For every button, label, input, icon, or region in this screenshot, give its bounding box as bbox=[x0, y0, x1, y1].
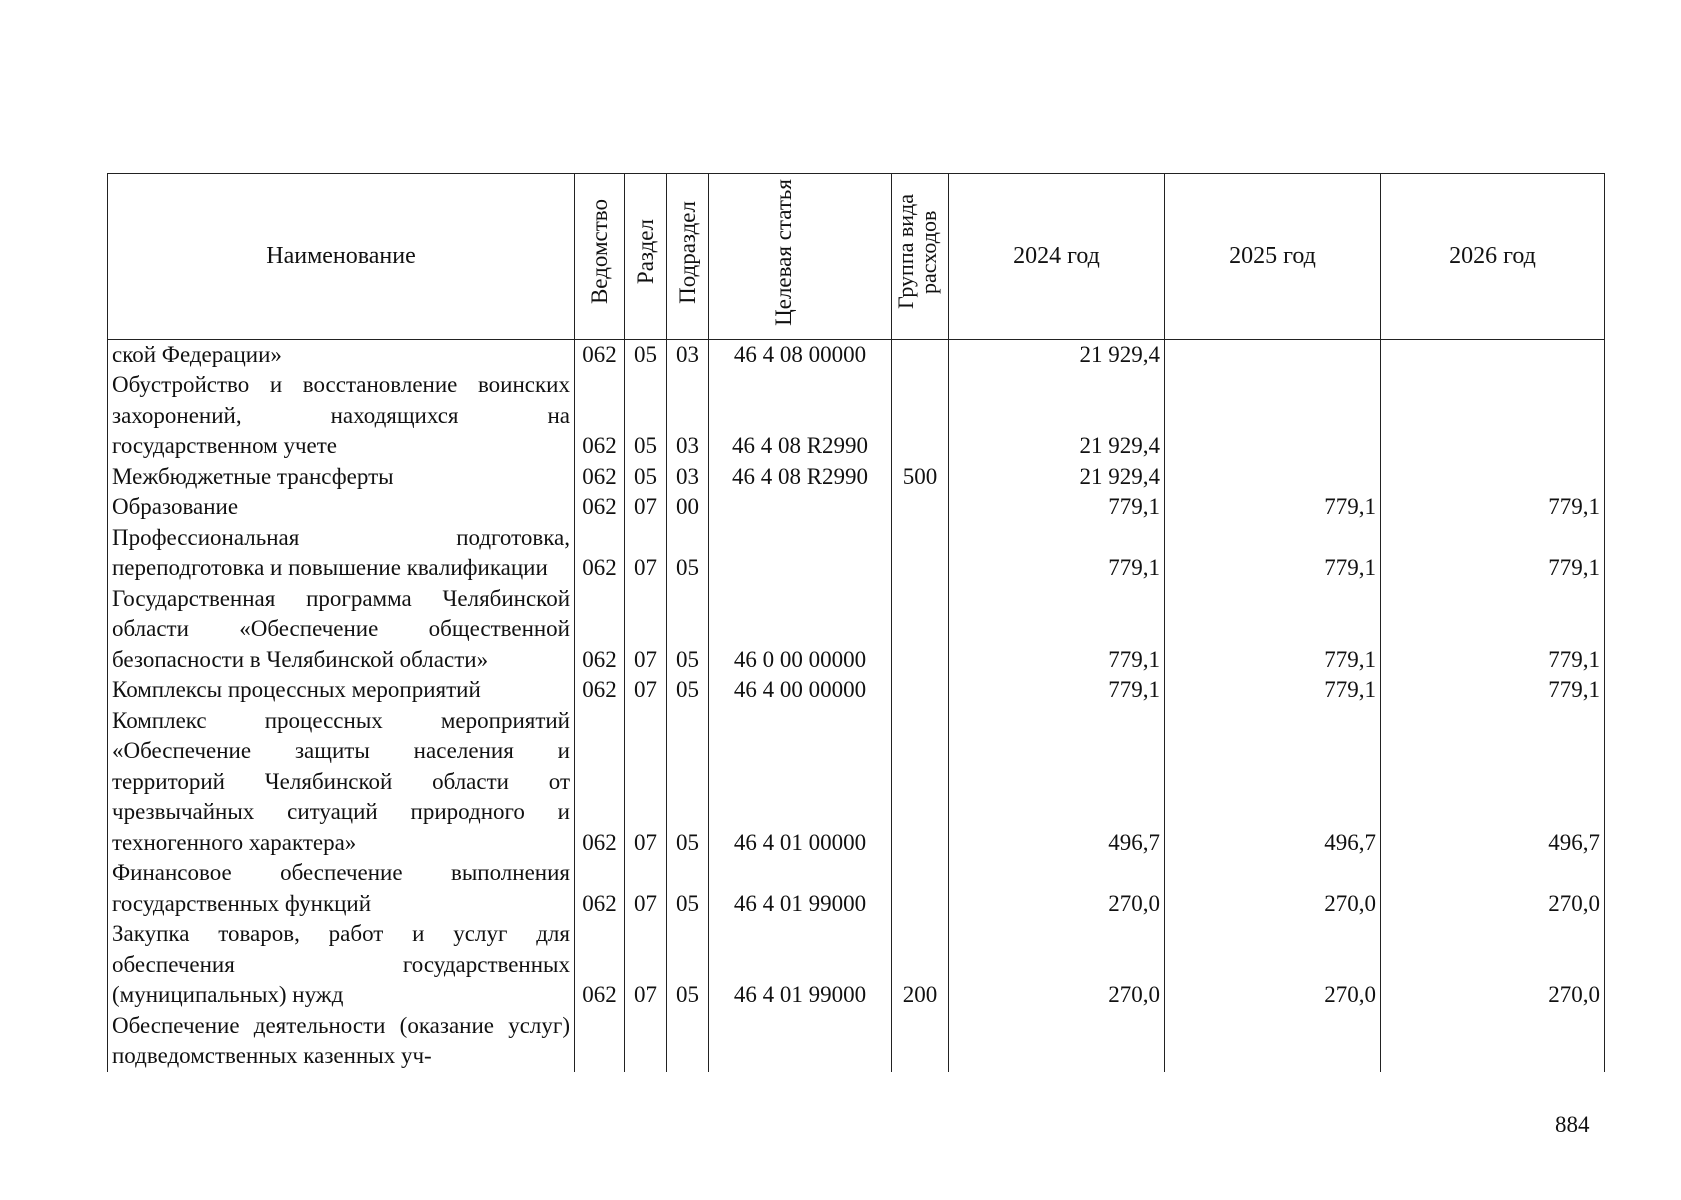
cell-subsection: 05 bbox=[667, 706, 709, 859]
header-expense-group: Группа вида расходов bbox=[892, 174, 949, 340]
cell-section: 07 bbox=[625, 706, 667, 859]
table-row bbox=[108, 370, 1605, 462]
cell-section bbox=[625, 1011, 667, 1072]
cell-section: 07 bbox=[625, 584, 667, 676]
cell-year-2025: 270,0 bbox=[1165, 858, 1381, 919]
cell-department: 062 bbox=[575, 919, 625, 1011]
cell-subsection bbox=[667, 1011, 709, 1072]
table-row bbox=[108, 492, 1605, 523]
cell-name: Комплексы процессных мероприятий bbox=[108, 675, 575, 706]
cell-year-2025: 779,1 bbox=[1165, 523, 1381, 584]
cell-section: 05 bbox=[625, 462, 667, 493]
cell-year-2025: 779,1 bbox=[1165, 675, 1381, 706]
cell-expense-group: 500 bbox=[892, 462, 949, 493]
cell-subsection: 00 bbox=[667, 492, 709, 523]
table-row bbox=[108, 919, 1605, 1011]
cell-section: 07 bbox=[625, 492, 667, 523]
table-header-row bbox=[108, 174, 1605, 340]
cell-target-article: 46 4 08 R2990 bbox=[709, 462, 892, 493]
cell-expense-group bbox=[892, 675, 949, 706]
cell-department: 062 bbox=[575, 675, 625, 706]
cell-year-2024: 779,1 bbox=[949, 584, 1165, 676]
cell-target-article: 46 0 00 00000 bbox=[709, 584, 892, 676]
cell-department: 062 bbox=[575, 462, 625, 493]
cell-year-2026 bbox=[1381, 1011, 1605, 1072]
cell-subsection: 05 bbox=[667, 858, 709, 919]
table-row bbox=[108, 858, 1605, 919]
table-row bbox=[108, 675, 1605, 706]
table-row bbox=[108, 706, 1605, 859]
cell-year-2024: 21 929,4 bbox=[949, 339, 1165, 370]
budget-table-wrapper bbox=[107, 173, 1604, 1072]
table-row bbox=[108, 523, 1605, 584]
cell-year-2026 bbox=[1381, 370, 1605, 462]
cell-target-article: 46 4 01 99000 bbox=[709, 858, 892, 919]
cell-section: 07 bbox=[625, 675, 667, 706]
cell-name: Обустройство и восстановление воинских захоронений, находящихся на государственном учете bbox=[108, 370, 575, 462]
cell-name: Закупка товаров, работ и услуг для обеспечения государственных (муниципальных) нужд bbox=[108, 919, 575, 1011]
cell-year-2025 bbox=[1165, 1011, 1381, 1072]
cell-expense-group bbox=[892, 339, 949, 370]
cell-year-2026 bbox=[1381, 462, 1605, 493]
cell-year-2024: 779,1 bbox=[949, 492, 1165, 523]
cell-year-2024: 270,0 bbox=[949, 858, 1165, 919]
header-name: Наименование bbox=[108, 174, 575, 340]
cell-expense-group bbox=[892, 584, 949, 676]
cell-name: Государственная программа Челябинской области «Обеспечение общественной безопасности в Челябинской области» bbox=[108, 584, 575, 676]
table-row bbox=[108, 584, 1605, 676]
cell-year-2026: 779,1 bbox=[1381, 523, 1605, 584]
cell-year-2025 bbox=[1165, 462, 1381, 493]
header-year-2025: 2025 год bbox=[1165, 174, 1381, 340]
cell-year-2024: 496,7 bbox=[949, 706, 1165, 859]
cell-expense-group bbox=[892, 370, 949, 462]
cell-subsection: 03 bbox=[667, 370, 709, 462]
budget-table bbox=[107, 173, 1605, 1072]
cell-subsection: 05 bbox=[667, 675, 709, 706]
cell-subsection: 05 bbox=[667, 919, 709, 1011]
cell-target-article bbox=[709, 492, 892, 523]
cell-subsection: 03 bbox=[667, 462, 709, 493]
table-row bbox=[108, 462, 1605, 493]
cell-section: 05 bbox=[625, 339, 667, 370]
cell-department: 062 bbox=[575, 339, 625, 370]
cell-year-2025 bbox=[1165, 339, 1381, 370]
cell-section: 05 bbox=[625, 370, 667, 462]
cell-year-2025: 270,0 bbox=[1165, 919, 1381, 1011]
cell-target-article: 46 4 01 99000 bbox=[709, 919, 892, 1011]
cell-year-2026: 779,1 bbox=[1381, 492, 1605, 523]
cell-expense-group: 200 bbox=[892, 919, 949, 1011]
cell-year-2026: 496,7 bbox=[1381, 706, 1605, 859]
cell-year-2024: 270,0 bbox=[949, 919, 1165, 1011]
cell-year-2026: 779,1 bbox=[1381, 584, 1605, 676]
cell-year-2025: 779,1 bbox=[1165, 492, 1381, 523]
cell-name: Образование bbox=[108, 492, 575, 523]
cell-name: Межбюджетные трансферты bbox=[108, 462, 575, 493]
cell-section: 07 bbox=[625, 523, 667, 584]
cell-name: Комплекс процессных мероприятий «Обеспечение защиты населения и территорий Челябинской области от чрезвычайных ситуаций природного и техногенного характера» bbox=[108, 706, 575, 859]
cell-target-article: 46 4 01 00000 bbox=[709, 706, 892, 859]
cell-expense-group bbox=[892, 706, 949, 859]
cell-year-2025: 779,1 bbox=[1165, 584, 1381, 676]
cell-target-article: 46 4 08 00000 bbox=[709, 339, 892, 370]
cell-expense-group bbox=[892, 858, 949, 919]
cell-department: 062 bbox=[575, 370, 625, 462]
cell-department: 062 bbox=[575, 706, 625, 859]
cell-department: 062 bbox=[575, 858, 625, 919]
cell-section: 07 bbox=[625, 858, 667, 919]
cell-department bbox=[575, 1011, 625, 1072]
cell-subsection: 03 bbox=[667, 339, 709, 370]
cell-year-2025 bbox=[1165, 370, 1381, 462]
cell-year-2024: 779,1 bbox=[949, 523, 1165, 584]
header-year-2026: 2026 год bbox=[1381, 174, 1605, 340]
cell-year-2026: 779,1 bbox=[1381, 675, 1605, 706]
cell-section: 07 bbox=[625, 919, 667, 1011]
cell-target-article bbox=[709, 1011, 892, 1072]
header-department: Ведомство bbox=[575, 174, 625, 340]
cell-department: 062 bbox=[575, 492, 625, 523]
table-body bbox=[108, 339, 1605, 1072]
table-row bbox=[108, 339, 1605, 370]
cell-department: 062 bbox=[575, 523, 625, 584]
cell-year-2025: 496,7 bbox=[1165, 706, 1381, 859]
cell-year-2024: 21 929,4 bbox=[949, 462, 1165, 493]
cell-expense-group bbox=[892, 492, 949, 523]
header-year-2024: 2024 год bbox=[949, 174, 1165, 340]
cell-year-2026: 270,0 bbox=[1381, 858, 1605, 919]
cell-name: Финансовое обеспечение выполнения государственных функций bbox=[108, 858, 575, 919]
cell-name: Профессиональная подготовка, переподготовка и повышение квалификации bbox=[108, 523, 575, 584]
header-section: Раздел bbox=[625, 174, 667, 340]
cell-year-2024: 779,1 bbox=[949, 675, 1165, 706]
cell-year-2024 bbox=[949, 1011, 1165, 1072]
cell-name: ской Федерации» bbox=[108, 339, 575, 370]
cell-expense-group bbox=[892, 523, 949, 584]
page-number: 884 bbox=[1555, 1112, 1590, 1137]
cell-year-2024: 21 929,4 bbox=[949, 370, 1165, 462]
cell-year-2026: 270,0 bbox=[1381, 919, 1605, 1011]
cell-target-article: 46 4 08 R2990 bbox=[709, 370, 892, 462]
cell-subsection: 05 bbox=[667, 523, 709, 584]
cell-target-article bbox=[709, 523, 892, 584]
cell-year-2026 bbox=[1381, 339, 1605, 370]
cell-expense-group bbox=[892, 1011, 949, 1072]
cell-target-article: 46 4 00 00000 bbox=[709, 675, 892, 706]
cell-department: 062 bbox=[575, 584, 625, 676]
table-row bbox=[108, 1011, 1605, 1072]
header-target-article: Целевая статья bbox=[709, 174, 892, 340]
header-subsection: Подраздел bbox=[667, 174, 709, 340]
cell-subsection: 05 bbox=[667, 584, 709, 676]
cell-name: Обеспечение деятельности (оказание услуг) подведомственных казенных уч- bbox=[108, 1011, 575, 1072]
